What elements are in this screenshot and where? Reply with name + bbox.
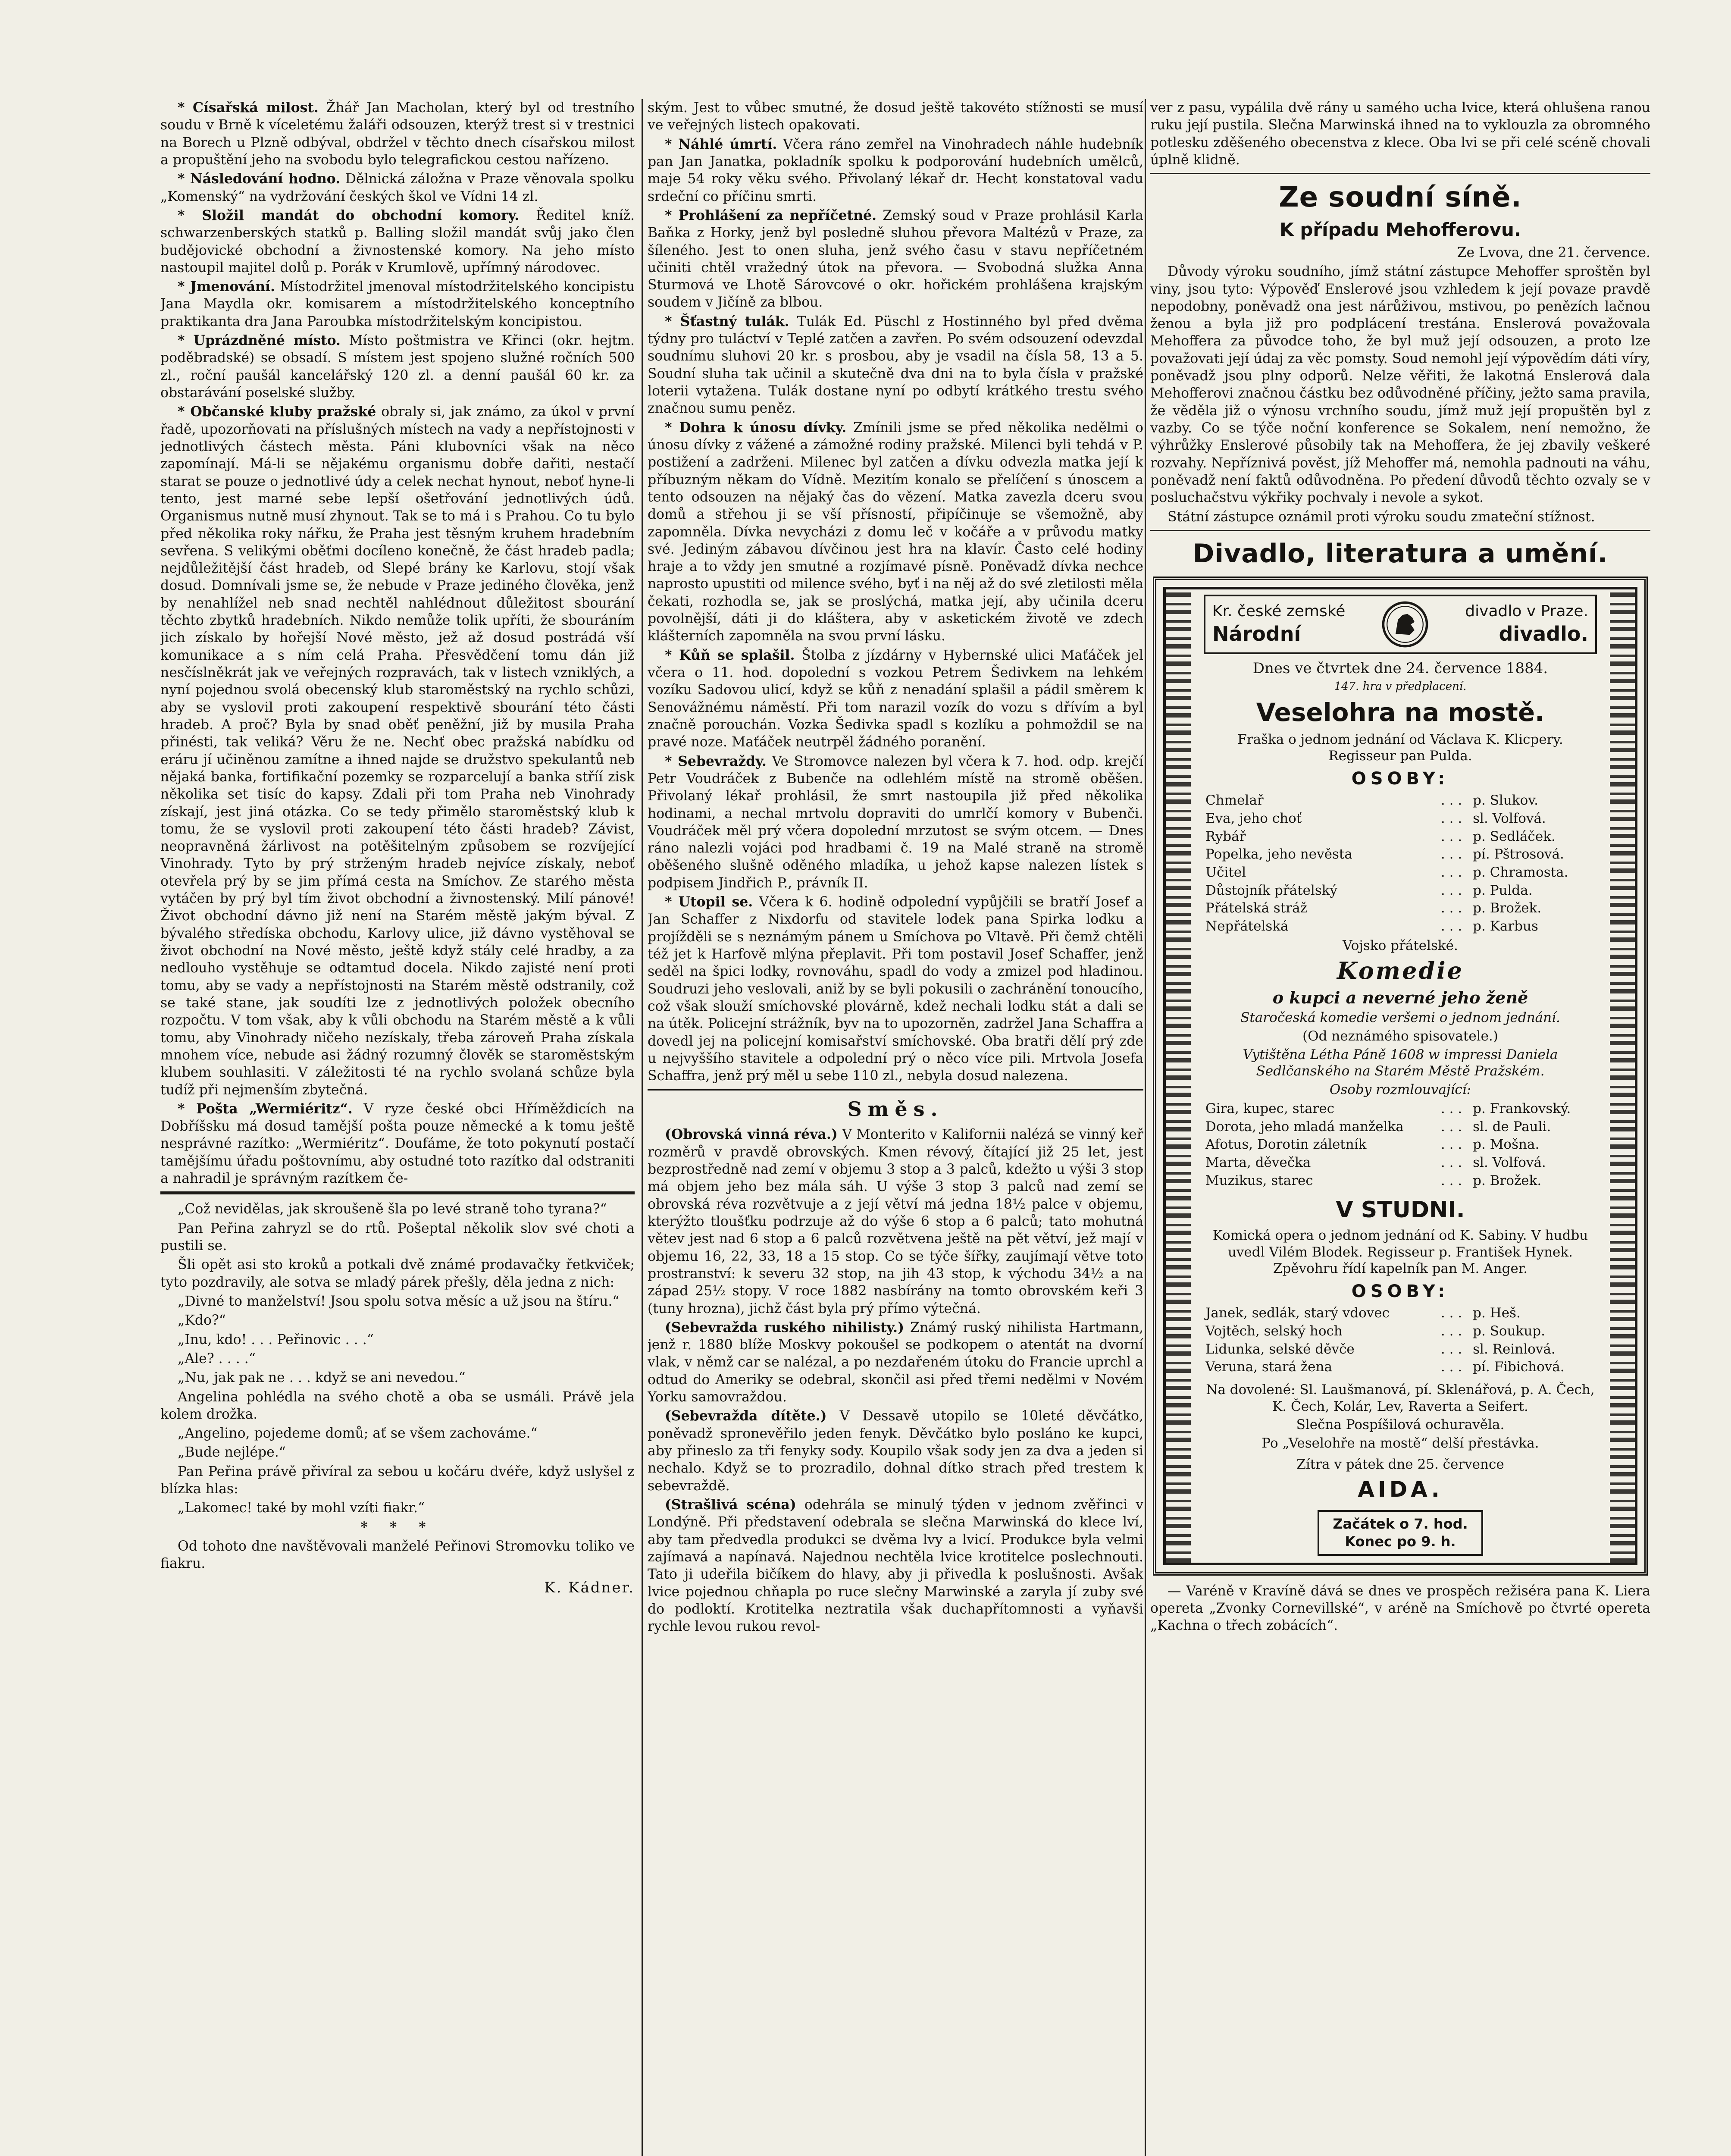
cast-actor: p. Karbus [1473,918,1538,934]
news-item [648,1319,1143,1406]
story-paragraph: „Inu, kdo! . . . Peřinovic . . .“ [178,1332,374,1348]
news-item-title: (Sebevražda ruského nihilisty.) [665,1319,904,1335]
news-item-text: odehrála se minulý týden v jednom zvěřinci v Londýně. Při představení odebrala se slečna Marwinská do klece lví, aby tam předvedla produkci se dvěma lvy a lvicí. Produkce byla velmi zajímavá a napínavá. Najednou nechtěla lvice krotitelce poslechnouti. Tato ji udeřila bičíkem do hlavy, aby ji přivedla k poslušnosti. Avšak lvice pojednou chňapla po ruce slečny Marwinské a zaryla jí zuby své do podloktí. Krotitelka neztratila však duchapřítomnosti a vyňavši rychle levou rukou revol- [648,1497,1143,1635]
playbill-border-right [1610,589,1635,1563]
cast-leader-dots: . . . [1440,811,1462,827]
intermission-note: Po „Veselohře na mostě“ delší přestávka. [1261,1435,1539,1451]
news-item-title: * Sebevraždy. [665,753,767,769]
cast-role: Chmelař [1205,793,1264,808]
news-item-title: * Šťastný tulák. [665,313,789,329]
author-signature: K. Kádner. [544,1579,635,1596]
play1-cast-extra: Vojsko přátelské. [1343,937,1458,953]
cast-row [1204,1341,1597,1359]
cast-actor: sl. Volfová. [1473,1154,1546,1170]
story-paragraph: „Kdo?“ [178,1313,226,1329]
news-item [648,1407,1143,1495]
cast-row [1204,1304,1597,1322]
news-item [648,647,1143,751]
cast-row [1204,1358,1597,1376]
news-item-text: Tulák Ed. Püschl z Hostinného byl před dvěma týdny pro tuláctví v Teplé zatčen a zavřen. Po svém odsouzení odevzdal soudnímu sluhovi 20 kr. s prosbou, aby je vsadil na čísla 58, 13 a 5. Soudní sluha tak učinil a skutečně dva dni na to byla čísla v pražské loterii vytažena. Tulák dostane nyní po odbytí krátkého trestu svého značnou sumu peněz. [648,313,1143,417]
news-item [648,1496,1143,1636]
cast-leader-dots: . . . [1440,1323,1462,1339]
column-3-intro: ver z pasu, vypálila dvě rány u samého ucha lvice, která ohlušena ranou ruku její pustila. Slečna Marwinská ihned na to vyklouzla za obromného potlesku zděšeného obecenstva z klece. Oba lvi se při celé scéně chovali úplně klidně. [1150,100,1650,168]
play2-cast-table [1204,1100,1597,1190]
cast-role: Učitel [1205,865,1246,881]
cast-role: Veruna, stará žena [1205,1359,1332,1375]
news-item [160,170,635,205]
cast-row [1204,918,1597,936]
news-item [648,207,1143,311]
column-rule-1 [642,99,643,2156]
cast-leader-dots: . . . [1440,918,1462,934]
cast-role: Rybář [1205,828,1246,844]
theatre-rule-top [1150,530,1650,531]
news-item-title: * Prohlášení za nepříčetné. [665,207,877,223]
cast-role: Důstojník přátelský [1205,882,1338,898]
cast-row [1204,828,1597,846]
news-item [648,753,1143,892]
court-rule-top [1150,173,1650,174]
playbill-inner [1163,587,1637,1565]
court-text [1150,263,1650,526]
cast-leader-dots: . . . [1440,865,1462,881]
cast-role: Vojtěch, selský hoch [1205,1323,1343,1339]
cast-role: Afotus, Dorotin záletník [1205,1137,1367,1153]
news-item-title: * Uprázdněné místo. [178,332,341,349]
cast-row [1204,1100,1597,1118]
column-1 [160,99,635,2156]
news-item-text: Dělnická záložna v Praze věnovala spolku „Komenský“ na vydržování českých škol ve Vídni 14 zl. [160,171,635,204]
feuilleton-story [160,1200,635,1517]
news-item-text: Zemský soud v Praze prohlásil Karla Baňka z Horky, jenž byl posledně sluhou převora Maltézů v Praze, za šíleného. Jest to onen sluha, jenž svého času v stavu nepříčetném učiniti chtěl vražedný útok na převora. — Svobodná služka Anna Sturmová ve Lhotě Sárovcové o okr. hořickém prohlášena krajským soudem v Jičíně za blbou. [648,207,1143,310]
feuilleton-rule [160,1191,635,1194]
cast-actor: p. Pulda. [1473,882,1533,898]
story-paragraph: „Angelino, pojedeme domů; ať se všem zachováme.“ [178,1426,538,1442]
cast-leader-dots: . . . [1440,882,1462,898]
cast-leader-dots: . . . [1440,828,1462,844]
cast-row [1204,1136,1597,1154]
cast-role: Muzikus, starec [1205,1172,1313,1188]
theatre-playbill [1153,577,1648,1576]
cast-role: Lidunka, selské děvče [1205,1341,1355,1357]
header-left-line1: Kr. české zemské [1212,602,1346,620]
news-item-title: * Utopil se. [665,894,753,910]
cast-actor: p. Soukup. [1473,1323,1546,1339]
play1-description: Fraška o jednom jednání od Václava K. Klicpery. Regisseur pan Pulda. [1237,731,1563,764]
cast-actor: p. Brožek. [1473,1172,1542,1188]
cast-role: Popelka, jeho nevěsta [1205,846,1352,862]
playbill-play-number: 147. hra v předplacení. [1334,680,1467,693]
news-item-text: Včera ráno zemřel na Vinohradech náhle hudebník pan Jan Janatka, pokladník spolku k podporování hudebních umělců, maje 54 roky věku svého. Přivolaný lékař dr. Hecht konstatoval vadu srdeční co příčinu smrti. [648,136,1143,204]
news-item [160,332,635,401]
news-item [648,893,1143,1084]
cast-actor: p. Brožek. [1473,900,1542,916]
tomorrow-note: Zítra v pátek dne 25. července [1296,1456,1504,1472]
play2-print-note: Vytištěna Létha Páně 1608 w impressi Daniela Sedlčanského na Starém Městě Pražském. [1243,1047,1558,1079]
cast-actor: sl. Reinlová. [1473,1341,1556,1357]
cast-actor: p. Heš. [1473,1305,1521,1321]
news-item-title: (Strašlivá scéna) [665,1496,796,1513]
news-item-text: V Dessavě utopilo se 10leté děvčátko, poněvadž spronevěřilo jeden fenyk. Děvčátko bylo posláno ke kupci, aby přineslo za tři fenyky sody. Koupilo však sody jen za dva a jeden si nechalo. Když se to prozradilo, dohnal dítko strach před trestem k sebevraždě. [648,1408,1143,1494]
play1-title: Veselohra na mostě. [1256,698,1545,727]
news-item-text: Ředitel kníž. schwarzenberských statků p. Balling složil mandát svůj jako člen budějovické obchodní a živnostenské komory. Na jeho místo nastoupil majitel dolů p. Porák v Krumlově, upřímný národovec. [160,207,635,276]
cast-row [1204,1322,1597,1341]
play3-title: V STUDNI. [1336,1197,1465,1223]
news-item-title: * Pošta „Wermiéritz“. [178,1100,353,1117]
cast-actor: p. Frankovský. [1473,1100,1571,1116]
cast-role: Přátelská stráž [1205,900,1307,916]
cast-row [1204,846,1597,864]
news-item-title: * Kůň se splašil. [665,647,795,663]
cast-row [1204,792,1597,810]
news-item-text: Žhář Jan Macholan, který byl od trestního soudu v Brně k víceletému žaláři odsouzen, kterýž trest si v trestnici na Borech u Plzně odbýval, obdržel v těchto dnech císařskou milost a propuštění jeho na svobodu bylo telegrafickou cestou nařízeno. [160,100,635,168]
smes-rule [648,1089,1143,1091]
playbill-header-left [1212,602,1345,647]
lion-crest-icon [1381,601,1429,648]
on-leave-note: Na dovolené: Sl. Laušmanová, pí. Sklenářová, p. A. Čech, K. Čech, Kolár, Lev, Raverta a Seifert. [1206,1382,1595,1414]
cast-row [1204,899,1597,918]
smes-heading: Směs. [847,1097,944,1121]
play2-kind: Komedie [1337,956,1464,984]
story-paragraph: Pan Peřina právě přivíral za sebou u kočáru dvéře, když uslyšel z blízka hlas: [160,1463,635,1497]
theatre-section-heading: Divadlo, literatura a umění. [1193,538,1608,569]
news-item-text: V ryze české obci Hříměždicích na Dobříšsku má dosud tamější pošta pouze německé a k tomu ještě nesprávné razítko: „Wermiéritz“. Doufáme, že toto pokynutí postačí tamějšímu úřadu poštovnímu, aby ostudné toto razítko dal odstraniti a nahradil je správným razítkem če- [160,1101,635,1187]
header-right-line1: divadlo v Praze. [1465,602,1588,620]
playbill-date: Dnes ve čtvrtek dne 24. července 1884. [1252,659,1548,677]
cast-leader-dots: . . . [1440,1100,1462,1116]
playbill-border-left [1166,589,1191,1563]
news-item-title: (Obrovská vinná réva.) [665,1126,838,1143]
court-paragraph: Důvody výroku soudního, jímž státní zástupce Mehoffer sproštěn byl viny, jsou tyto: Výpověď Enslerové jsou vzhledem k její povaze pravdě nepodobny, poněvadž ona jest nárůživou, mstivou, po penězích lačnou ženou a byla již pro podplácení trestána. Enslerová považovala Mehoffera za původce toho, že byl muž její odsouzen, a proto lze považovati její údaj za věc pomsty. Soud nemohl její výpovědím dáti víry, poněvadž jsou plny odporů. Nelze věřiti, že lakotná Enslerová dala Mehofferovi značnou částku bez odůvodněné příčiny, ježto sama pravila, že věděla již o výnosu vrchního soudu, jímž muž její propuštěn byl z vazby. Co se týče noční konference se Sokalem, není nemožno, že výhrůžky Enslerové působily tak na Mehoffera, že jej zbavily veškeré rozvahy. Nepříznivá pověst, jíž Mehoffer má, nemohla padnouti na váhu, poněvadž není faktů odůvodněna. Po předení důvodů těchto ozvaly se v posluchačstvu výkřiky pochvaly i nevole a sykot. [1150,264,1650,506]
playbill-header [1204,595,1597,654]
news-item-text: Místodržitel jmenoval místodržitelského koncipistu Jana Maydla okr. komisarem a místodržitelského konceptního praktikanta dra Jana Paroubka místodržitelským koncipistou. [160,279,635,329]
cast-actor: pí. Fibichová. [1473,1359,1565,1375]
cast-row [1204,1172,1597,1190]
story-paragraph: „Lakomec! také by mohl vzíti fiakr.“ [178,1500,425,1516]
cast-role: Nepřátelská [1205,918,1289,934]
column-1-news-items [160,99,635,1187]
column-rule-2 [1145,99,1146,2156]
story-paragraph: Pan Peřina zahryzl se do rtů. Pošeptal několik slov své choti a pustili se. [160,1220,635,1253]
cast-actor: p. Sedláček. [1473,828,1556,844]
cast-row [1204,864,1597,882]
news-item [648,419,1143,645]
story-paragraph: Angelina pohlédla na svého chotě a oba se usmáli. Právě jela kolem drožka. [160,1389,635,1422]
cast-role: Marta, děvečka [1205,1154,1311,1170]
news-item-text: Zmínili jsme se před několika nedělmi o únosu dívky z vážené a zámožné rodiny pražské. Milenci byli tehdá v P. postižení a zadrženi. Milenec byl zatčen a dívku odvezla matka její k příbuzným někam do Vídně. Mezitím konalo se přelíčení s únoscem a tento odsouzen na nějaký čas do vězení. Matka zavezla dceru svou domů a střehou ji se vší přísností, připíčinuje se všemožně, aby zapomněla. Dívka nevycházi z domu leč v kočáře a v průvodu matky své. Jediným zábavou dívčinou jest hra na klavír. Často celé hodiny hraje a to vždy jen smutné a rozjímavé písně. Poněvadž dívka nechce naprosto upustiti od milence svého, byť i na něj až do své zletilosti měla čekati, rozhodla se, jak se proslýchá, matka její, aby učinila dceru povolnější, dáti ji do kláštera, aby v asketickém životě ve zdech klášterních zapomněla na svou první lásku. [648,420,1143,644]
start-time: Začátek o 7. hod. [1333,1515,1468,1532]
court-dateline: Ze Lvova, dne 21. července. [1457,244,1650,260]
court-paragraph: Státní zástupce oznámil proti výroku soudu zmateční stížnost. [1168,509,1595,525]
news-item [160,99,635,169]
cast-row [1204,882,1597,900]
tomorrow-play: AIDA. [1358,1476,1443,1502]
playbill-header-right [1465,602,1588,647]
news-item-title: * Císařská milost. [178,100,319,116]
story-paragraph: „Ale? . . . .“ [178,1351,256,1366]
cast-leader-dots: . . . [1440,793,1462,808]
cast-leader-dots: . . . [1440,1172,1462,1188]
smes-items [648,1126,1143,1635]
end-time: Konec po 9. h. [1345,1533,1456,1550]
news-item-text: Včera k 6. hodině odpolední vypůjčili se bratří Josef a Jan Schaffer z Nixdorfu od stavitele lodek pana Spirka lodku a projížděli se s neznámým pánem u Smíchova po Vltavě. Při čemž chtěli též jet k Harfově mlýna přeplavit. Při tom postavil Josef Schaffer, jenž seděl na špici lodky, rovnováhu, spadl do vody a zmizel pod hladinou. Soudruzi jeho veslovali, aniž by se byli pokusili o zachránění tonoucího, což však slouží smíchovské plovárně, kdež nechali lodku stát a dali se na útěk. Policejní strážník, byv na to upozorněn, zadržel Jana Schaffra a dovedl jej na policejní komisařství smíchovské. Oba bratři dělí prý zde u nejvyššího stavitele a odpolední prý o něco více pili. Mrtvola Josefa Schaffra, jenž prý měl u sebe 110 zl., nebyla dosud nalezena. [648,894,1143,1084]
cast-role: Janek, sedlák, starý vdovec [1205,1305,1390,1321]
cast-role: Dorota, jeho mladá manželka [1205,1119,1404,1134]
cast-leader-dots: . . . [1440,1359,1462,1375]
news-item [160,278,635,330]
cast-actor: sl. Volfová. [1473,811,1546,827]
news-item [648,313,1143,417]
news-item-title: * Občanské kluby pražské [178,404,376,420]
column-2-news-items [648,136,1143,1085]
sick-note: Slečna Pospíšilová ochuravěla. [1296,1417,1505,1433]
news-item [160,207,635,276]
cast-actor: p. Chramosta. [1473,865,1568,881]
header-right-line2: divadlo. [1499,622,1588,646]
separator-stars: * * * [360,1519,435,1535]
news-item-text: Štolba z jízdárny v Hybernské ulici Maťáček jel včera o 11. hod. dopolední s vozkou Petrem Šedivkem na lehkém vozíku Sadovou ulicí, když se kůň z nenadání splašil a pádil směrem k Senovážnému náměstí. Při tom narazil vozík do vozu s dřívím a byl značně porouchán. Vozka Šedivka spadl s kozlíku a pohmoždil se na pravé noze. Maťáček neutrpěl žádného poranění. [648,647,1143,750]
play1-cast-label: OSOBY: [1351,769,1449,789]
header-left-line2: Národní [1212,622,1301,646]
cast-actor: pí. Pštrosová. [1473,846,1564,862]
story-paragraph: „Bude nejlépe.“ [178,1445,286,1460]
news-item [648,1126,1143,1317]
cast-row [1204,1154,1597,1172]
arena-note: — Varéně v Kravíně dává se dnes ve prospěch režiséra pana K. Liera opereta „Zvonky Cornevillské“, v aréně na Smíchově po čtvrté opereta „Kachna o třech zobácích“. [1150,1583,1650,1634]
news-item-title: * Dohra k únosu dívky. [665,419,847,436]
story-paragraph: Šli opět asi sto kroků a potkali dvě známé prodavačky řetkviček; tyto pozdravily, ale sotva se mladý párek přešly, děla jedna z nich: [160,1257,635,1290]
play1-cast-table [1204,792,1597,935]
cast-leader-dots: . . . [1440,900,1462,916]
court-heading: Ze soudní síně. [1279,182,1522,214]
news-item-text: Místo poštmistra ve Křinci (okr. hejtm. poděbradské) se obsadí. S místem jest spojeno služné ročních 500 zl., roční paušál kancelářský 120 zl. a denní paušál 60 kr. za obstarávání poselské služby. [160,333,635,401]
story-paragraph: „Nu, jak pak ne . . . když se ani nevedou.“ [178,1370,466,1386]
news-item-title: * Složil mandát do obchodní komory. [178,207,520,223]
column-2-intro: ským. Jest to vůbec smutné, že dosud ještě takovéto stížnosti se musí ve veřejných listech opakovati. [648,100,1143,133]
news-item [648,136,1143,205]
cast-actor: p. Mošna. [1473,1137,1540,1153]
cast-row [1204,810,1597,828]
news-item-title: (Sebevražda dítěte.) [665,1408,827,1424]
cast-actor: p. Slukov. [1473,793,1538,808]
news-item-text: V Monterito v Kalifornii nalézá se vinný keř rozměrů v pravdě obrovských. Kmen révový, čítající již 25 let, jest bezprostředně nad zemí v objemu 3 stop a 3 palců, kdežto u výši 3 stop má objem jeho bez mála sáh. U výše 3 stop 3 palců nad zemí se obrovská réva rozvětvuje a z její větví má jedna 18½ palce v objemu, kterýžto tloušťku podrzuje až do výše 6 stop a 6 palců; tato mohutná větev jest nad 6 stop a 6 palců rozvětvena ještě na pět větví, jež mají v objemu 16, 22, 33, 18 a 15 stop. Co se týče šířky, zaujímají větve toto prostranství: k severu 32 stop, na jih 43 stop, k východu 34½ a na západ 25½ stopy. V roce 1882 nasbírány na tomto obrovském keři 3 (tuny hrozna), jichž část byla prý přímo výtečná. [648,1127,1143,1316]
court-subheading: K případu Mehofferovu. [1280,219,1521,241]
play3-cast-table [1204,1304,1597,1376]
play2-title: o kupci a neverné jeho ženě [1272,987,1528,1007]
news-item [160,1100,635,1188]
news-item-title: * Náhlé úmrtí. [665,136,777,152]
showtime-box [1318,1510,1483,1556]
cast-leader-dots: . . . [1440,1119,1462,1134]
news-item-title: * Následování hodno. [178,171,341,187]
cast-leader-dots: . . . [1440,846,1462,862]
column-3 [1150,99,1650,2156]
cast-leader-dots: . . . [1440,1154,1462,1170]
news-item-text: obraly si, jak známo, za úkol v první řadě, upozorňovati na příslušných místech na vady a nepřístojnosti v jednotlivých částech města. Páni klubovníci však na něco zapomínají. Má-li se nějakému organismu dobře dařiti, nestačí starat se pouze o jednotlivé údy a celek nechat hynout, neboť hyne-li tento, jest marné sebe lepší ošetřování jednotlivých údů. Organismus nutně musí zhynout. Tak se to má i s Prahou. Co tu bylo před několika roky nářku, že Praha jest těsným kruhem hradebním sevřena. S velikými oběťmi docíleno konečně, že část hradeb padla; nejdůležitější část hradeb, od Slepé brány ke Karlovu, stojí však dosud. Domnívali jsme se, že nebude v Praze jediného člověka, jenž by nenahlížel neb snad nechtěl nahlédnout důležitost sbourání těchto zbytků hradebních. Nikdo nemůže tolik upříti, že sbouráním jich získalo by hořejší Nové město, jež až dosud postrádá vší komunikace a s ním celá Praha. Přesvědčení tomu dán již nesčíslněkrát jak ve veřejných rozpravách, tak v listech vzniklých, a nyní pojednou svolá obecenský klub staroměstský na rychlo schůzi, aby se vyslovil proti zakoupení respektivě sbourání této části hradeb. A proč? Byla by snad oběť peněžní, již by musila Praha přinésti, tak veliká? Věru že ne. Nechť obec pražská nabídku od eráru jí učiněnou zamítne a ihned najde se družstvo spekulantů neb nějaká banka, fortifikační pozemky se rozparcelují a banka stříí zisk několika set tisíc do kapsy. Zdali při tom Praha neb Vinohrady získají, jest jiná otázka. Co se tedy přimělo staroměstský klub k tomu, že se vyslovil proti zakoupení této části hradeb? Závist, neopravněná žárlivost na potěšitelným způsobem se rozvíjející Vinohrady. Tyto by prý strženým hradeb nejvíce získaly, neboť otevřela prý by se jim přímá cesta na Smíchov. Ze starého města vytáčen by prý byl tím život obchodní a živnostenský. Milí pánové! Život obchodní dávno již není na Starém městě jakým býval. Z bývalého středíska obchodu, Karlovy ulice, již dávno vystěhoval se život obchodní na Nové město, ještě když stály celé hradby, a za nedlouho vystěhuje se odtamtud docela. Nikdo zajisté není proti tomu, aby se vady a nepřístojnosti na Starém městě odstranily, což se také stane, jak soudíti lze z jednotlivých položek obecního rozpočtu. V tom však, aby k vůli obchodu na Starém městě a k vůli tomu, aby Vinohrady ničeho nezískaly, třeba zároveň Praha získala mnohem více, nebude asi žádný rozumný člověk se staroměstským klubem souhlasiti. V záležitosti té na rychlo svolaná schůze byla tudíž při nejmenším zbytečná. [160,404,635,1098]
play2-author: (Od neznámého spisovatele.) [1302,1028,1498,1044]
cast-row [1204,1118,1597,1136]
story-ending: Od tohoto dne navštěvovali manželé Peřinovi Stromovku toliko ve fiakru. [160,1539,635,1572]
cast-leader-dots: . . . [1440,1137,1462,1153]
story-paragraph: „Divné to manželství! Jsou spolu sotva měsíc a už jsou na štíru.“ [178,1293,620,1309]
cast-role: Gira, kupec, starec [1205,1100,1335,1116]
playbill-content [1204,595,1597,1556]
play3-description: Komická opera o jednom jednání od K. Sabiny. V hudbu uvedl Vilém Blodek. Regisseur p. František Hynek. Zpěvohru řídí kapelník pan M. Anger. [1212,1227,1588,1277]
play3-cast-label: OSOBY: [1351,1282,1449,1302]
news-item [160,403,635,1099]
story-paragraph: „Což nevidělas, jak skroušeně šla po levé straně toho tyrana?“ [178,1201,607,1217]
news-item-text: Známý ruský nihilista Hartmann, jenž r. 1880 blíže Moskvy pokoušel se podkopem o atentát na dvorní vlak, v němž car se nalézal, a po nezdařeném útoku do Francie uprchl a odtud do Ameriky se odebral, skončil asi před třemi nedělmi v Novém Yorku samovraždou. [648,1319,1143,1405]
cast-leader-dots: . . . [1440,1305,1462,1321]
cast-role: Eva, jeho choť [1205,811,1302,827]
cast-leader-dots: . . . [1440,1341,1462,1357]
column-2 [648,99,1143,2156]
play2-cast-label: Osoby rozmlouvající: [1329,1082,1471,1098]
cast-actor: sl. de Pauli. [1473,1119,1551,1134]
news-item-text: Ve Stromovce nalezen byl včera k 7. hod. odp. krejčí Petr Voudráček z Bubenče na odlehlém místě na stromě oběšen. Přivolaný lékař prohlásil, že smrt nastoupila již před několika hodinami, a nechal mrtvolu dopraviti do umrlčí komory v Bubenči. Voudráček měl prý včera dopolední mrzutost se svým otcem. — Dnes ráno nalezli vojáci pod hradbami č. 19 na Malé straně na stromě oběšeného slušně oděného mladíka, u jehož kapse nalezen lístek s podpisem Jindřich P., právník II. [648,753,1143,891]
news-item-title: * Jmenování. [178,279,275,295]
play2-description: Staročeská komedie veršemi o jednom jednání. [1240,1010,1560,1026]
